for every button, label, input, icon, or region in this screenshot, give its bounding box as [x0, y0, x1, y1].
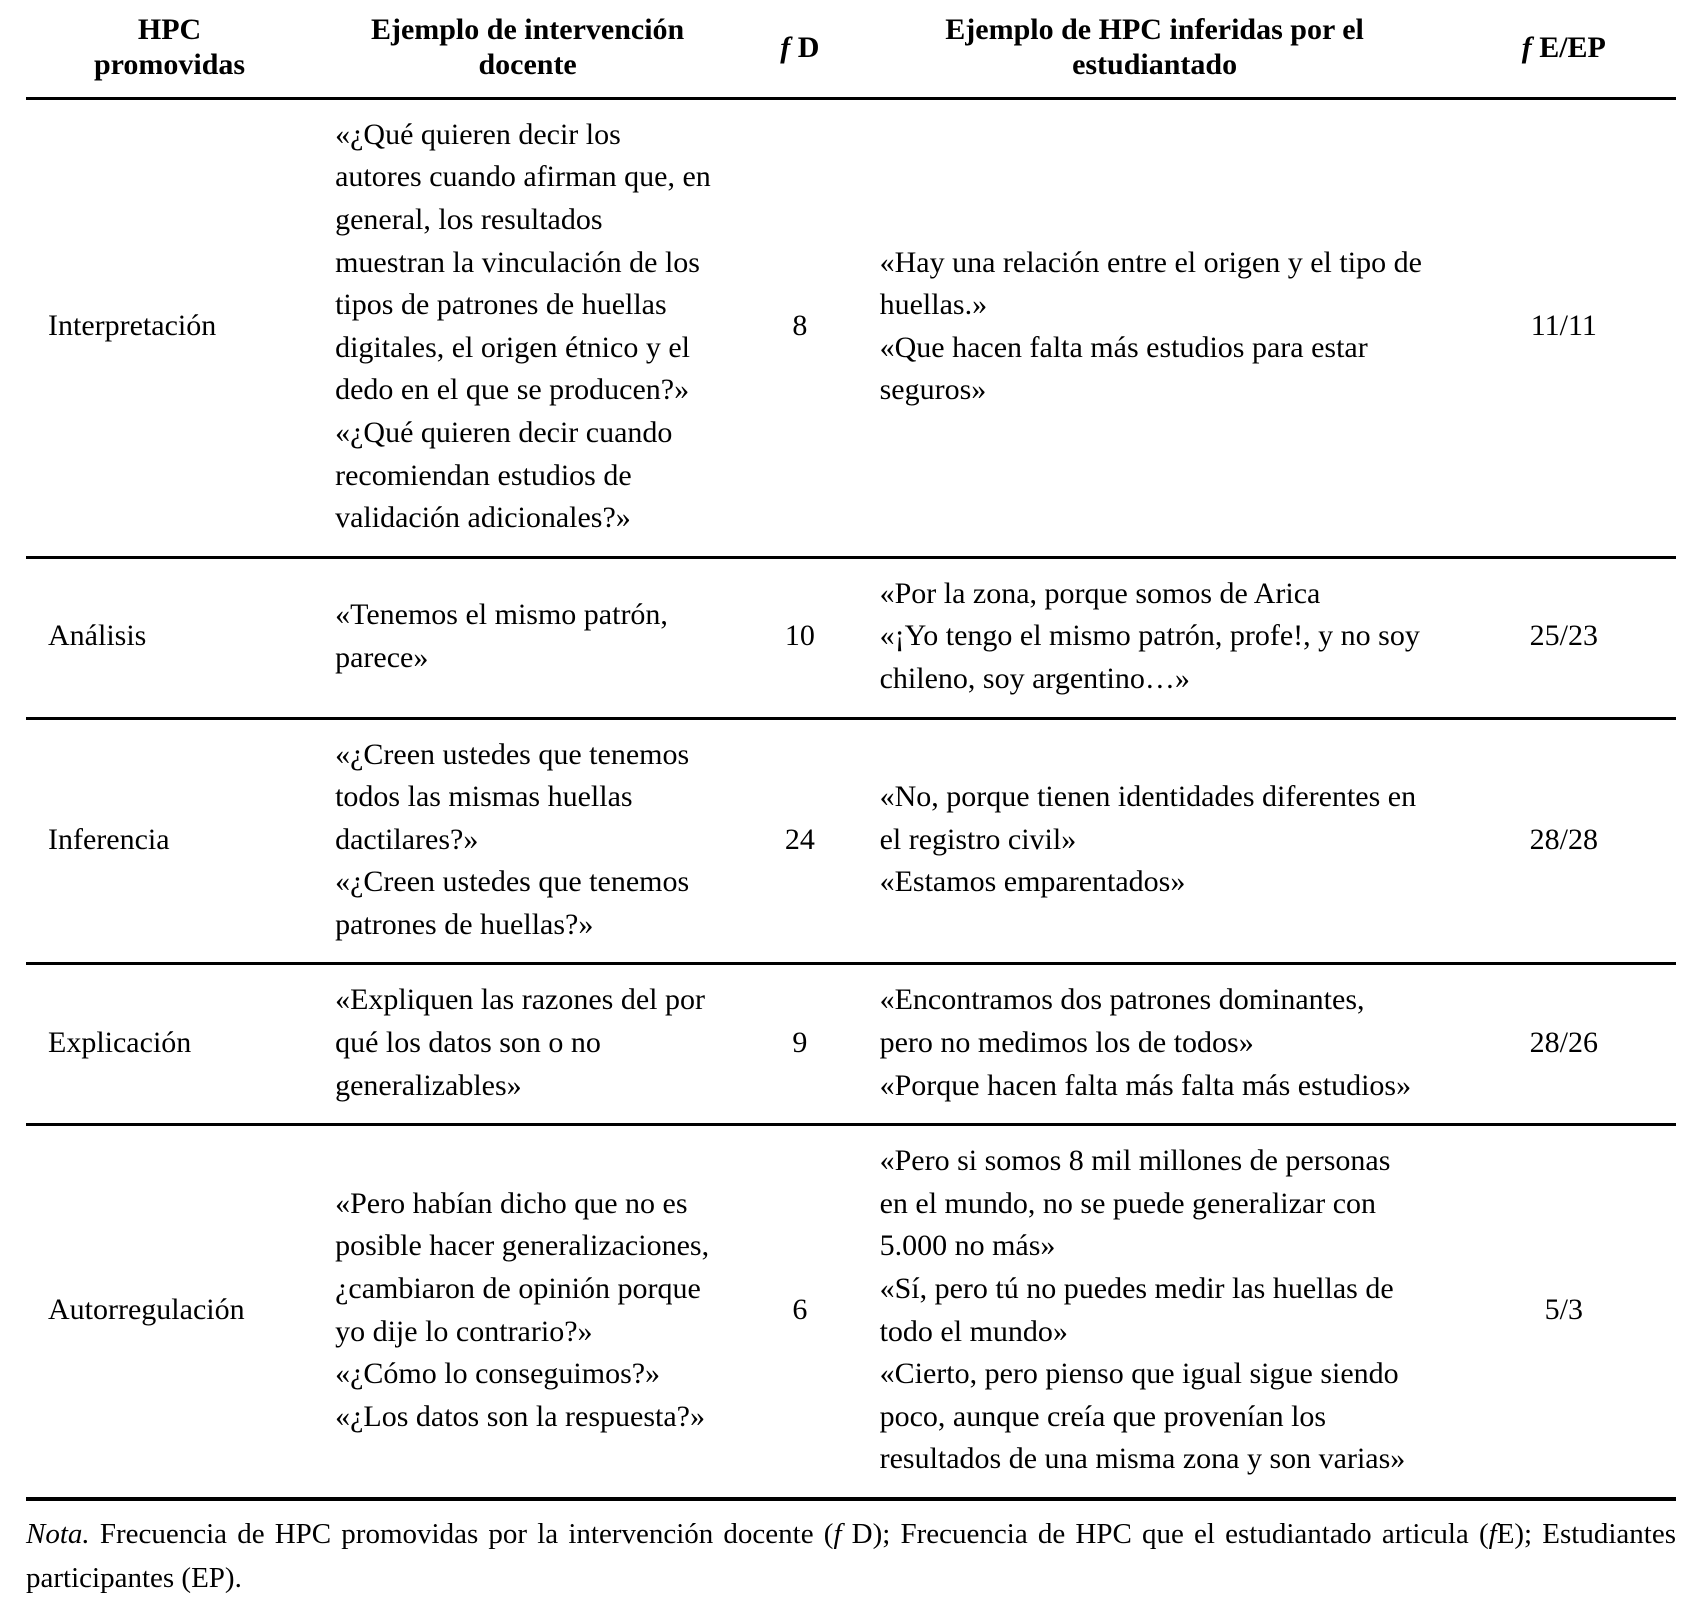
table-row [26, 98, 1676, 557]
cell-intervencion-docente [313, 718, 742, 964]
note-f-e: f [1488, 1518, 1497, 1550]
column-header-fd-letter: D [797, 30, 820, 64]
quote-list-docente [335, 114, 714, 540]
quote-list-estudiantado [880, 573, 1424, 701]
quote-list-estudiantado [880, 1140, 1424, 1481]
table-row [26, 1125, 1676, 1499]
quote-estudiantado: «Sí, pero tú no puedes medir las huellas de todo el mundo» [879, 1272, 1394, 1348]
quote-estudiantado: «Por la zona, porque somos de Arica [879, 576, 1321, 610]
quote-docente: «¿Los datos son la respuesta?» [335, 1399, 705, 1433]
column-header-hpc-estudiantado [858, 0, 1452, 98]
table-header [26, 0, 1676, 98]
column-header-hpc-line1: HPC [137, 13, 202, 46]
quote-docente: «¿Creen ustedes que tenemos patrones de huellas?» [335, 865, 690, 941]
cell-frecuencia-docente: 6 [742, 1125, 858, 1499]
table-body [26, 98, 1676, 1499]
cell-intervencion-docente [313, 1125, 742, 1499]
column-header-fe-f: f [1521, 30, 1532, 64]
column-header-fd-f: f [780, 30, 791, 64]
quote-estudiantado: «Encontramos dos patrones dominantes, pero no medimos los de todos» [879, 983, 1365, 1060]
note-part1: Frecuencia de HPC promovidas por la intervención docente ( [89, 1518, 834, 1550]
quote-list-estudiantado [880, 242, 1424, 412]
cell-hpc-promovida: Inferencia [26, 718, 313, 964]
quote-docente: «¿Qué quieren decir cuando recomiendan estudios de validación adicionales?» [335, 415, 673, 535]
note-label: Nota. [26, 1518, 90, 1550]
quote-estudiantado: «¡Yo tengo el mismo patrón, profe!, y no soy chileno, soy argentino…» [879, 619, 1420, 695]
column-header-hpc-line2: promovidas [93, 48, 246, 82]
cell-hpc-estudiantado [858, 557, 1452, 718]
cell-hpc-promovida: Explicación [26, 964, 313, 1125]
quote-estudiantado: «Cierto, pero pienso que igual sigue siendo poco, aunque creía que provenían los resultados de una misma zona y son varias» [879, 1357, 1406, 1476]
table-row [26, 557, 1676, 718]
quote-estudiantado: «Pero si somos 8 mil millones de personas en el mundo, no se puede generalizar con 5.000 no más» [879, 1144, 1391, 1263]
table-note [0, 1501, 1702, 1600]
quote-docente: «Pero habían dicho que no es posible hacer generalizaciones, ¿cambiaron de opinión porque yo dije lo contrario?» [335, 1186, 710, 1348]
cell-frecuencia-estudiantado: 11/11 [1452, 98, 1676, 557]
column-header-docente-line2: docente [478, 48, 577, 82]
cell-hpc-estudiantado [858, 1125, 1452, 1499]
cell-frecuencia-docente: 24 [742, 718, 858, 964]
column-header-docente-line1: Ejemplo de intervención [370, 13, 685, 46]
table-row [26, 964, 1676, 1125]
note-part2: D); Frecuencia de HPC que el estudiantado articula ( [841, 1518, 1489, 1550]
cell-frecuencia-docente: 9 [742, 964, 858, 1125]
cell-intervencion-docente [313, 964, 742, 1125]
quote-docente: «Tenemos el mismo patrón, parece» [335, 598, 668, 674]
quote-list-docente [335, 594, 714, 679]
quote-list-docente [335, 1183, 714, 1439]
column-header-fd [742, 0, 858, 98]
note-f-d: f [833, 1518, 842, 1550]
column-header-estudiantado-line1: Ejemplo de HPC inferidas por el [945, 13, 1364, 46]
quote-list-estudiantado [880, 979, 1424, 1107]
quote-estudiantado: «No, porque tienen identidades diferentes en el registro civil» [879, 780, 1417, 856]
cell-frecuencia-estudiantado: 28/28 [1452, 718, 1676, 964]
column-header-estudiantado-line2: estudiantado [1072, 48, 1238, 82]
column-header-fe-rest: E/EP [1539, 30, 1606, 64]
cell-frecuencia-docente: 8 [742, 98, 858, 557]
cell-frecuencia-estudiantado: 25/23 [1452, 557, 1676, 718]
note-part3: E); Estudiantes participantes (EP). [26, 1518, 1676, 1594]
column-header-intervencion-docente [313, 0, 742, 98]
cell-frecuencia-estudiantado: 28/26 [1452, 964, 1676, 1125]
quote-docente: «¿Creen ustedes que tenemos todos las mismas huellas dactilares?» [335, 737, 690, 856]
quote-estudiantado: «Que hacen falta más estudios para estar seguros» [879, 330, 1368, 407]
column-header-fd-rest [790, 31, 798, 64]
cell-intervencion-docente [313, 557, 742, 718]
hpc-table [26, 0, 1676, 1501]
quote-estudiantado: «Hay una relación entre el origen y el tipo de huellas.» [879, 245, 1422, 322]
cell-hpc-promovida: Interpretación [26, 98, 313, 557]
quote-docente: «¿Qué quieren decir los autores cuando afirman que, en general, los resultados muestran la vinculación de los tipos de patrones de huellas digitales, el origen étnico y el dedo en el que se producen?» [335, 117, 711, 407]
cell-hpc-estudiantado [858, 98, 1452, 557]
cell-hpc-promovida: Autorregulación [26, 1125, 313, 1499]
quote-estudiantado: «Porque hacen falta más falta más estudios» [879, 1068, 1412, 1102]
quote-list-estudiantado [880, 776, 1424, 904]
quote-list-docente [335, 734, 714, 947]
quote-docente: «¿Cómo lo conseguimos?» [335, 1357, 661, 1391]
quote-estudiantado: «Estamos emparentados» [879, 865, 1186, 899]
cell-frecuencia-estudiantado: 5/3 [1452, 1125, 1676, 1499]
header-row [26, 0, 1676, 98]
cell-frecuencia-docente: 10 [742, 557, 858, 718]
quote-list-docente [335, 979, 714, 1107]
cell-hpc-promovida: Análisis [26, 557, 313, 718]
quote-docente: «Expliquen las razones del por qué los datos son o no generalizables» [335, 983, 705, 1102]
cell-hpc-estudiantado [858, 964, 1452, 1125]
cell-hpc-estudiantado [858, 718, 1452, 964]
column-header-hpc [26, 0, 313, 98]
cell-intervencion-docente [313, 98, 742, 557]
table-row [26, 718, 1676, 964]
column-header-fe-ep [1452, 0, 1676, 98]
